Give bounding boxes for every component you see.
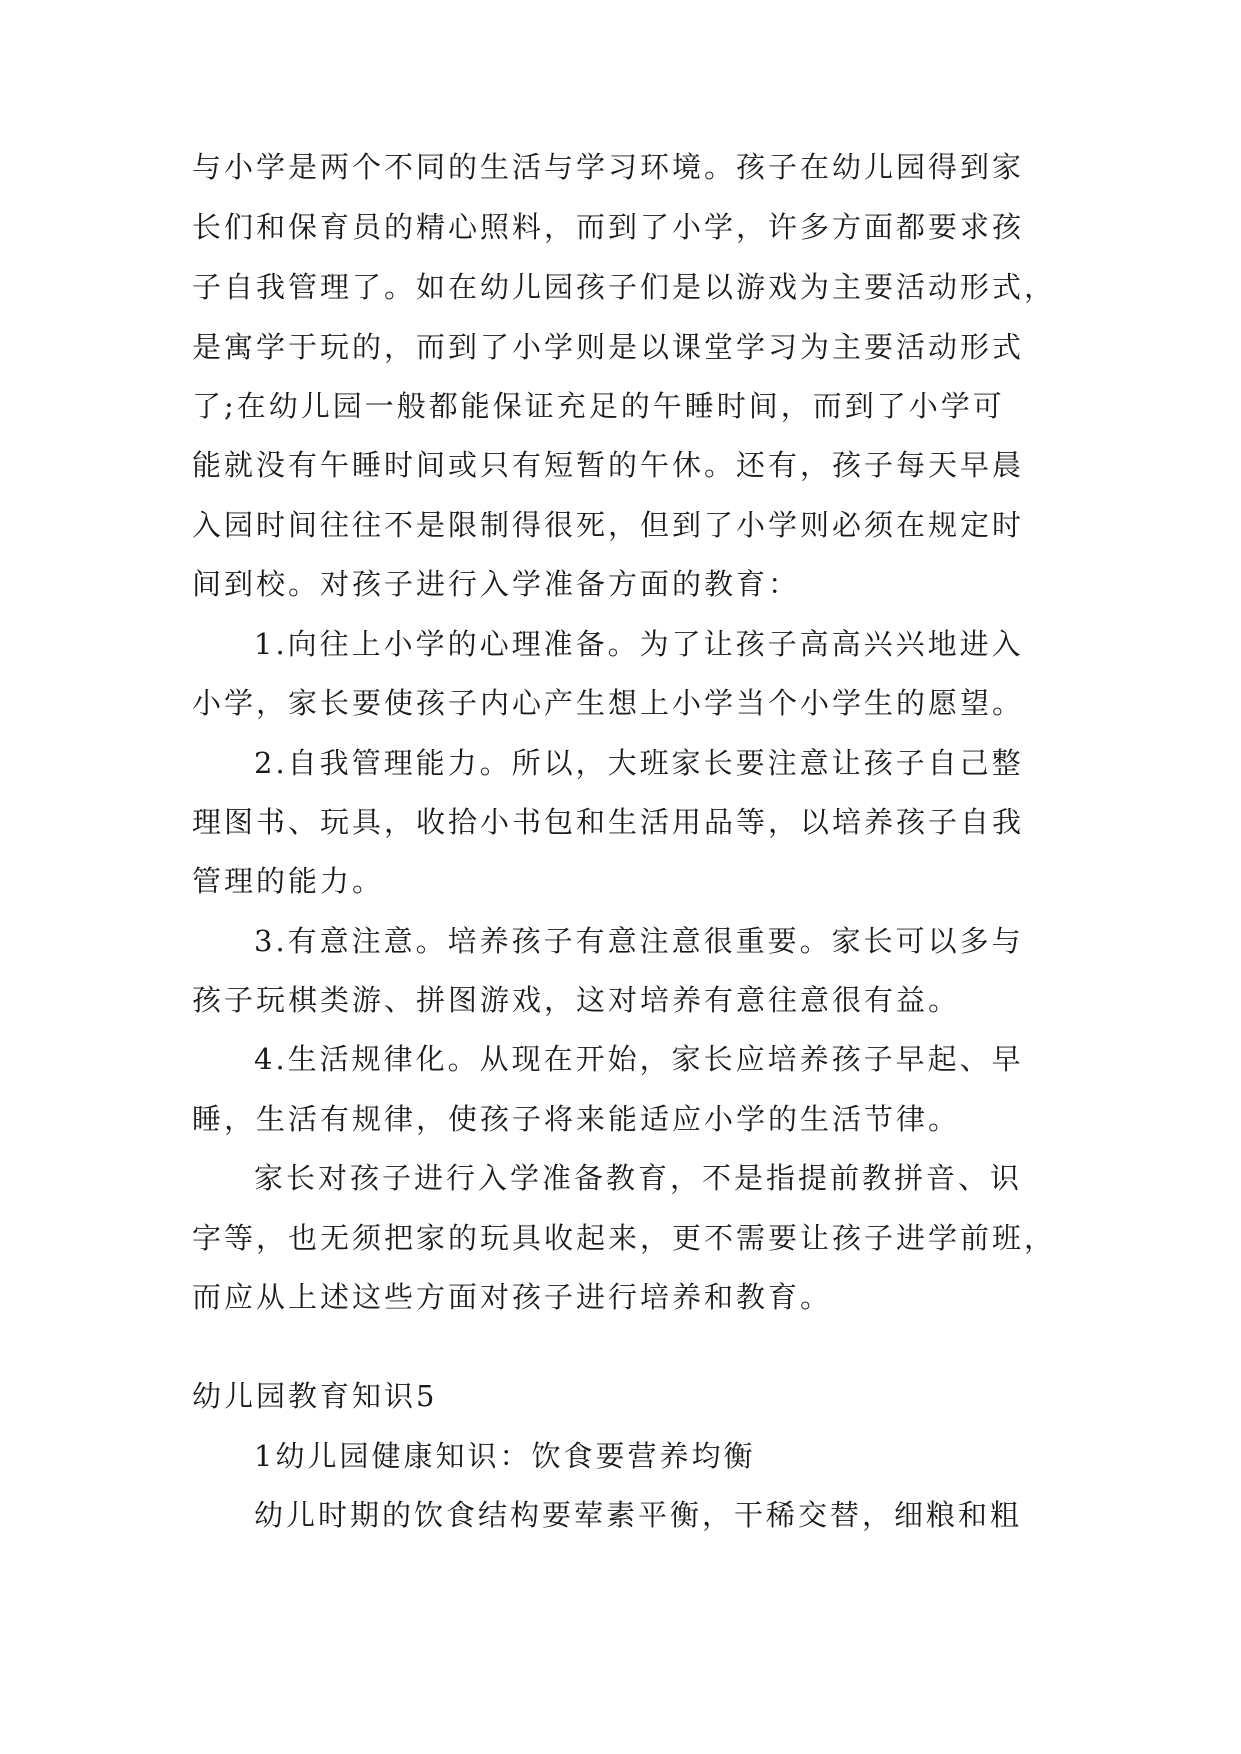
list-item-2-line: 2.自我管理能力。所以，大班家长要注意让孩子自己整 — [254, 746, 1024, 780]
list-item-4-line: 4.生活规律化。从现在开始，家长应培养孩子早起、早 — [254, 1042, 1024, 1076]
paragraph-line: 了;在幼儿园一般都能保证充足的午睡时间，而到了小学可 — [192, 389, 1005, 423]
paragraph-line: 管理的能力。 — [192, 864, 385, 898]
paragraph-line: 长们和保育员的精心照料，而到了小学，许多方面都要求孩 — [192, 210, 1025, 244]
paragraph-line: 小学，家长要使孩子内心产生想上小学当个小学生的愿望。 — [192, 686, 1025, 720]
paragraph-line: 家长对孩子进行入学准备教育，不是指提前教拼音、识 — [254, 1161, 1023, 1195]
list-item-1-line: 1.向往上小学的心理准备。为了让孩子高高兴兴地进入 — [254, 627, 1024, 661]
paragraph-line: 能就没有午睡时间或只有短暂的午休。还有，孩子每天早晨 — [192, 448, 1025, 482]
paragraph-line: 与小学是两个不同的生活与学习环境。孩子在幼儿园得到家 — [192, 150, 1025, 184]
paragraph-line: 子自我管理了。如在幼儿园孩子们是以游戏为主要活动形式， — [192, 270, 1057, 304]
paragraph-line: 间到校。对孩子进行入学准备方面的教育： — [192, 567, 801, 601]
paragraph-line: 入园时间往往不是限制得很死，但到了小学则必须在规定时 — [192, 508, 1025, 542]
subheading: 1幼儿园健康知识：饮食要营养均衡 — [254, 1439, 756, 1473]
section-title: 幼儿园教育知识5 — [192, 1379, 438, 1413]
paragraph-line: 字等，也无须把家的玩具收起来，更不需要让孩子进学前班， — [192, 1221, 1057, 1255]
paragraph-line: 睡，生活有规律，使孩子将来能适应小学的生活节律。 — [192, 1102, 961, 1136]
paragraph-line: 而应从上述这些方面对孩子进行培养和教育。 — [192, 1280, 833, 1314]
paragraph-line: 理图书、玩具，收拾小书包和生活用品等，以培养孩子自我 — [192, 805, 1025, 839]
paragraph-line: 是寓学于玩的，而到了小学则是以课堂学习为主要活动形式 — [192, 330, 1025, 364]
list-item-3-line: 3.有意注意。培养孩子有意注意很重要。家长可以多与 — [254, 924, 1024, 958]
paragraph-line: 孩子玩棋类游、拼图游戏，这对培养有意往意很有益。 — [192, 983, 961, 1017]
paragraph-line: 幼儿时期的饮食结构要荤素平衡，干稀交替，细粮和粗 — [254, 1498, 1023, 1532]
